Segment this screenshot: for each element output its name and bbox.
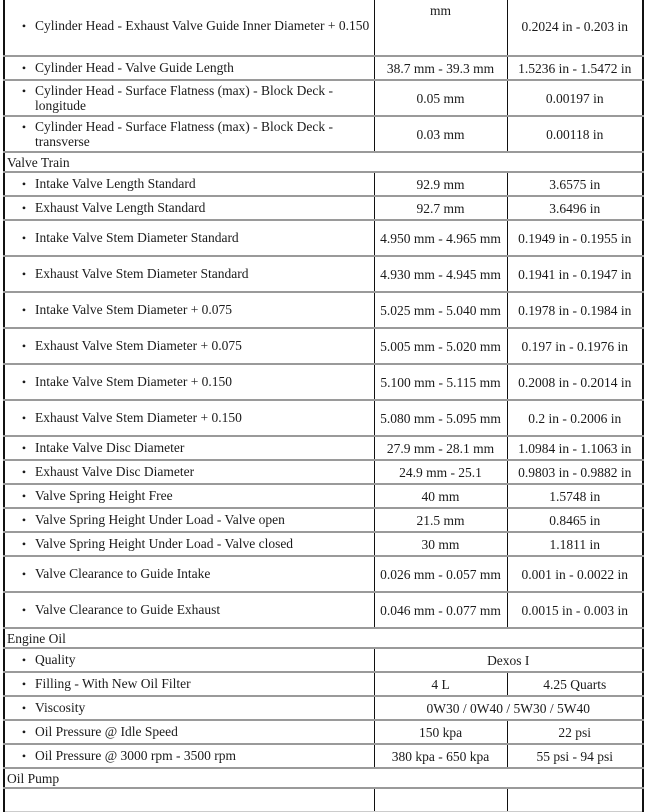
table-row bbox=[4, 696, 643, 720]
table-row bbox=[4, 720, 643, 744]
spec-table-sheet bbox=[3, 0, 642, 812]
section-header-engine-oil bbox=[4, 628, 643, 648]
table-row bbox=[4, 364, 643, 400]
metric-value: 0.05 mm bbox=[374, 80, 507, 116]
imperial-value: 0.2 in - 0.2006 in bbox=[507, 400, 643, 436]
spec-label-cell bbox=[4, 720, 374, 744]
spec-label-cell bbox=[4, 256, 374, 292]
bullet-icon: • bbox=[21, 567, 27, 581]
spec-label: Filling - With New Oil Filter bbox=[35, 676, 191, 691]
spec-label: Exhaust Valve Stem Diameter + 0.150 bbox=[35, 410, 242, 425]
imperial-value: 1.0984 in - 1.1063 in bbox=[507, 436, 643, 460]
spec-label: Cylinder Head - Exhaust Valve Guide Inner Diameter + 0.150 bbox=[35, 18, 370, 33]
table-row bbox=[4, 56, 643, 80]
spec-label: Valve Spring Height Free bbox=[35, 488, 173, 503]
spec-label: Cylinder Head - Surface Flatness (max) - Block Deck - transverse bbox=[35, 119, 334, 149]
spec-label-cell bbox=[4, 592, 374, 628]
bullet-icon: • bbox=[21, 513, 27, 527]
spec-label-cell bbox=[4, 172, 374, 196]
spec-label: Cylinder Head - Surface Flatness (max) - Block Deck - longitude bbox=[35, 83, 334, 113]
table-row bbox=[4, 328, 643, 364]
spec-label-cell bbox=[4, 220, 374, 256]
metric-value: 0.046 mm - 0.077 mm bbox=[374, 592, 507, 628]
imperial-value: 55 psi - 94 psi bbox=[507, 744, 643, 768]
bullet-icon: • bbox=[21, 201, 27, 215]
bullet-icon: • bbox=[21, 725, 27, 739]
table-row bbox=[4, 80, 643, 116]
imperial-value: 4.25 Quarts bbox=[507, 672, 643, 696]
spec-label: Exhaust Valve Length Standard bbox=[35, 200, 206, 215]
table-row bbox=[4, 532, 643, 556]
spec-label: Intake Valve Stem Diameter + 0.150 bbox=[35, 374, 233, 389]
spec-label: Intake Valve Stem Diameter Standard bbox=[35, 230, 239, 245]
metric-value: 92.9 mm bbox=[374, 172, 507, 196]
metric-value: 38.7 mm - 39.3 mm bbox=[374, 56, 507, 80]
metric-value: mm bbox=[374, 0, 507, 56]
combined-value: Dexos I bbox=[374, 648, 643, 672]
spec-label-cell bbox=[4, 328, 374, 364]
metric-value: 5.025 mm - 5.040 mm bbox=[374, 292, 507, 328]
bullet-icon: • bbox=[21, 177, 27, 191]
metric-value: 4 L bbox=[374, 672, 507, 696]
spec-label-cell bbox=[4, 672, 374, 696]
metric-value: 5.005 mm - 5.020 mm bbox=[374, 328, 507, 364]
imperial-value: 22 psi bbox=[507, 720, 643, 744]
imperial-value: 0.8465 in bbox=[507, 508, 643, 532]
section-header-valve-train bbox=[4, 152, 643, 172]
spec-label-cell bbox=[4, 196, 374, 220]
metric-value: 27.9 mm - 28.1 mm bbox=[374, 436, 507, 460]
spec-label-cell bbox=[4, 400, 374, 436]
spec-label-cell bbox=[4, 484, 374, 508]
bullet-icon: • bbox=[21, 339, 27, 353]
spec-label-cell bbox=[4, 0, 374, 56]
imperial-value: 3.6575 in bbox=[507, 172, 643, 196]
bullet-icon: • bbox=[21, 749, 27, 763]
section-title: Valve Train bbox=[4, 152, 643, 172]
imperial-value: 0.2008 in - 0.2014 in bbox=[507, 364, 643, 400]
spec-label-cell bbox=[4, 648, 374, 672]
table-row bbox=[4, 592, 643, 628]
bullet-icon: • bbox=[21, 303, 27, 317]
imperial-value: 0.0015 in - 0.003 in bbox=[507, 592, 643, 628]
spec-label-cell bbox=[4, 364, 374, 400]
imperial-value: 1.5748 in bbox=[507, 484, 643, 508]
imperial-value: 0.9803 in - 0.9882 in bbox=[507, 460, 643, 484]
table-row bbox=[4, 744, 643, 768]
spec-label: Intake Valve Stem Diameter + 0.075 bbox=[35, 302, 233, 317]
spec-label: Valve Clearance to Guide Intake bbox=[35, 566, 211, 581]
spec-label-cell bbox=[4, 532, 374, 556]
spec-label: Cylinder Head - Valve Guide Length bbox=[35, 60, 234, 75]
bullet-icon: • bbox=[21, 603, 27, 617]
table-row bbox=[4, 484, 643, 508]
spec-label: Exhaust Valve Stem Diameter + 0.075 bbox=[35, 338, 242, 353]
imperial-value: 0.2024 in - 0.203 in bbox=[507, 0, 643, 56]
metric-value: 30 mm bbox=[374, 532, 507, 556]
imperial-value: 0.1978 in - 0.1984 in bbox=[507, 292, 643, 328]
table-row bbox=[4, 508, 643, 532]
spec-label-cell bbox=[4, 116, 374, 152]
section-title: Oil Pump bbox=[4, 768, 643, 788]
table-row bbox=[4, 196, 643, 220]
metric-value: 5.080 mm - 5.095 mm bbox=[374, 400, 507, 436]
metric-value: 24.9 mm - 25.1 bbox=[374, 460, 507, 484]
spec-label-cell bbox=[4, 292, 374, 328]
bullet-icon: • bbox=[21, 375, 27, 389]
metric-value: 0.026 mm - 0.057 mm bbox=[374, 556, 507, 592]
spec-label: Intake Valve Disc Diameter bbox=[35, 440, 185, 455]
imperial-value: 0.197 in - 0.1976 in bbox=[507, 328, 643, 364]
section-header-oil-pump bbox=[4, 768, 643, 788]
spec-label: Viscosity bbox=[35, 700, 86, 715]
metric-value: 4.950 mm - 4.965 mm bbox=[374, 220, 507, 256]
table-row bbox=[4, 556, 643, 592]
metric-value: 5.100 mm - 5.115 mm bbox=[374, 364, 507, 400]
table-row bbox=[4, 172, 643, 196]
section-title: Engine Oil bbox=[4, 628, 643, 648]
table-row bbox=[4, 400, 643, 436]
table-row bbox=[4, 292, 643, 328]
bullet-icon: • bbox=[21, 489, 27, 503]
spec-label: Oil Pressure @ Idle Speed bbox=[35, 724, 178, 739]
table-row bbox=[4, 0, 643, 56]
bullet-icon: • bbox=[21, 120, 27, 134]
spec-label-cell bbox=[4, 460, 374, 484]
bullet-icon: • bbox=[21, 653, 27, 667]
spec-label: Exhaust Valve Disc Diameter bbox=[35, 464, 195, 479]
imperial-value: 0.1949 in - 0.1955 in bbox=[507, 220, 643, 256]
spec-label-cell bbox=[4, 556, 374, 592]
imperial-value: 0.001 in - 0.0022 in bbox=[507, 556, 643, 592]
table-row bbox=[4, 220, 643, 256]
spec-label: Intake Valve Length Standard bbox=[35, 176, 196, 191]
metric-value: 40 mm bbox=[374, 484, 507, 508]
combined-value: 0W30 / 0W40 / 5W30 / 5W40 bbox=[374, 696, 643, 720]
bullet-icon: • bbox=[21, 677, 27, 691]
table-row bbox=[4, 256, 643, 292]
bullet-icon: • bbox=[21, 231, 27, 245]
bullet-icon: • bbox=[21, 84, 27, 98]
spec-label: Quality bbox=[35, 652, 76, 667]
imperial-value: 0.00118 in bbox=[507, 116, 643, 152]
spec-label: Valve Spring Height Under Load - Valve closed bbox=[35, 536, 294, 551]
metric-value: 4.930 mm - 4.945 mm bbox=[374, 256, 507, 292]
imperial-value: 1.1811 in bbox=[507, 532, 643, 556]
bullet-icon: • bbox=[21, 61, 27, 75]
spec-label-cell bbox=[4, 80, 374, 116]
table-row bbox=[4, 436, 643, 460]
metric-value: 92.7 mm bbox=[374, 196, 507, 220]
bullet-icon: • bbox=[21, 537, 27, 551]
bullet-icon: • bbox=[21, 701, 27, 715]
spec-label: Valve Clearance to Guide Exhaust bbox=[35, 602, 221, 617]
spec-label: Oil Pressure @ 3000 rpm - 3500 rpm bbox=[35, 748, 237, 763]
table-row bbox=[4, 672, 643, 696]
metric-value: 21.5 mm bbox=[374, 508, 507, 532]
imperial-value: 1.5236 in - 1.5472 in bbox=[507, 56, 643, 80]
spec-label: Exhaust Valve Stem Diameter Standard bbox=[35, 266, 249, 281]
table-row bbox=[4, 648, 643, 672]
imperial-value: 3.6496 in bbox=[507, 196, 643, 220]
metric-value: 150 kpa bbox=[374, 720, 507, 744]
bullet-icon: • bbox=[21, 267, 27, 281]
spec-label-cell bbox=[4, 436, 374, 460]
imperial-value: 0.00197 in bbox=[507, 80, 643, 116]
bullet-icon: • bbox=[21, 465, 27, 479]
spec-label: Valve Spring Height Under Load - Valve open bbox=[35, 512, 285, 527]
metric-value: 0.03 mm bbox=[374, 116, 507, 152]
bullet-icon: • bbox=[21, 411, 27, 425]
spec-label-cell bbox=[4, 56, 374, 80]
spec-label-cell bbox=[4, 696, 374, 720]
imperial-value: 0.1941 in - 0.1947 in bbox=[507, 256, 643, 292]
spec-label-cell bbox=[4, 508, 374, 532]
bullet-icon: • bbox=[21, 441, 27, 455]
metric-value: 380 kpa - 650 kpa bbox=[374, 744, 507, 768]
spec-label-cell bbox=[4, 744, 374, 768]
table-row bbox=[4, 116, 643, 152]
table-row bbox=[4, 460, 643, 484]
bullet-icon: • bbox=[21, 19, 27, 33]
engine-spec-table bbox=[3, 0, 644, 812]
